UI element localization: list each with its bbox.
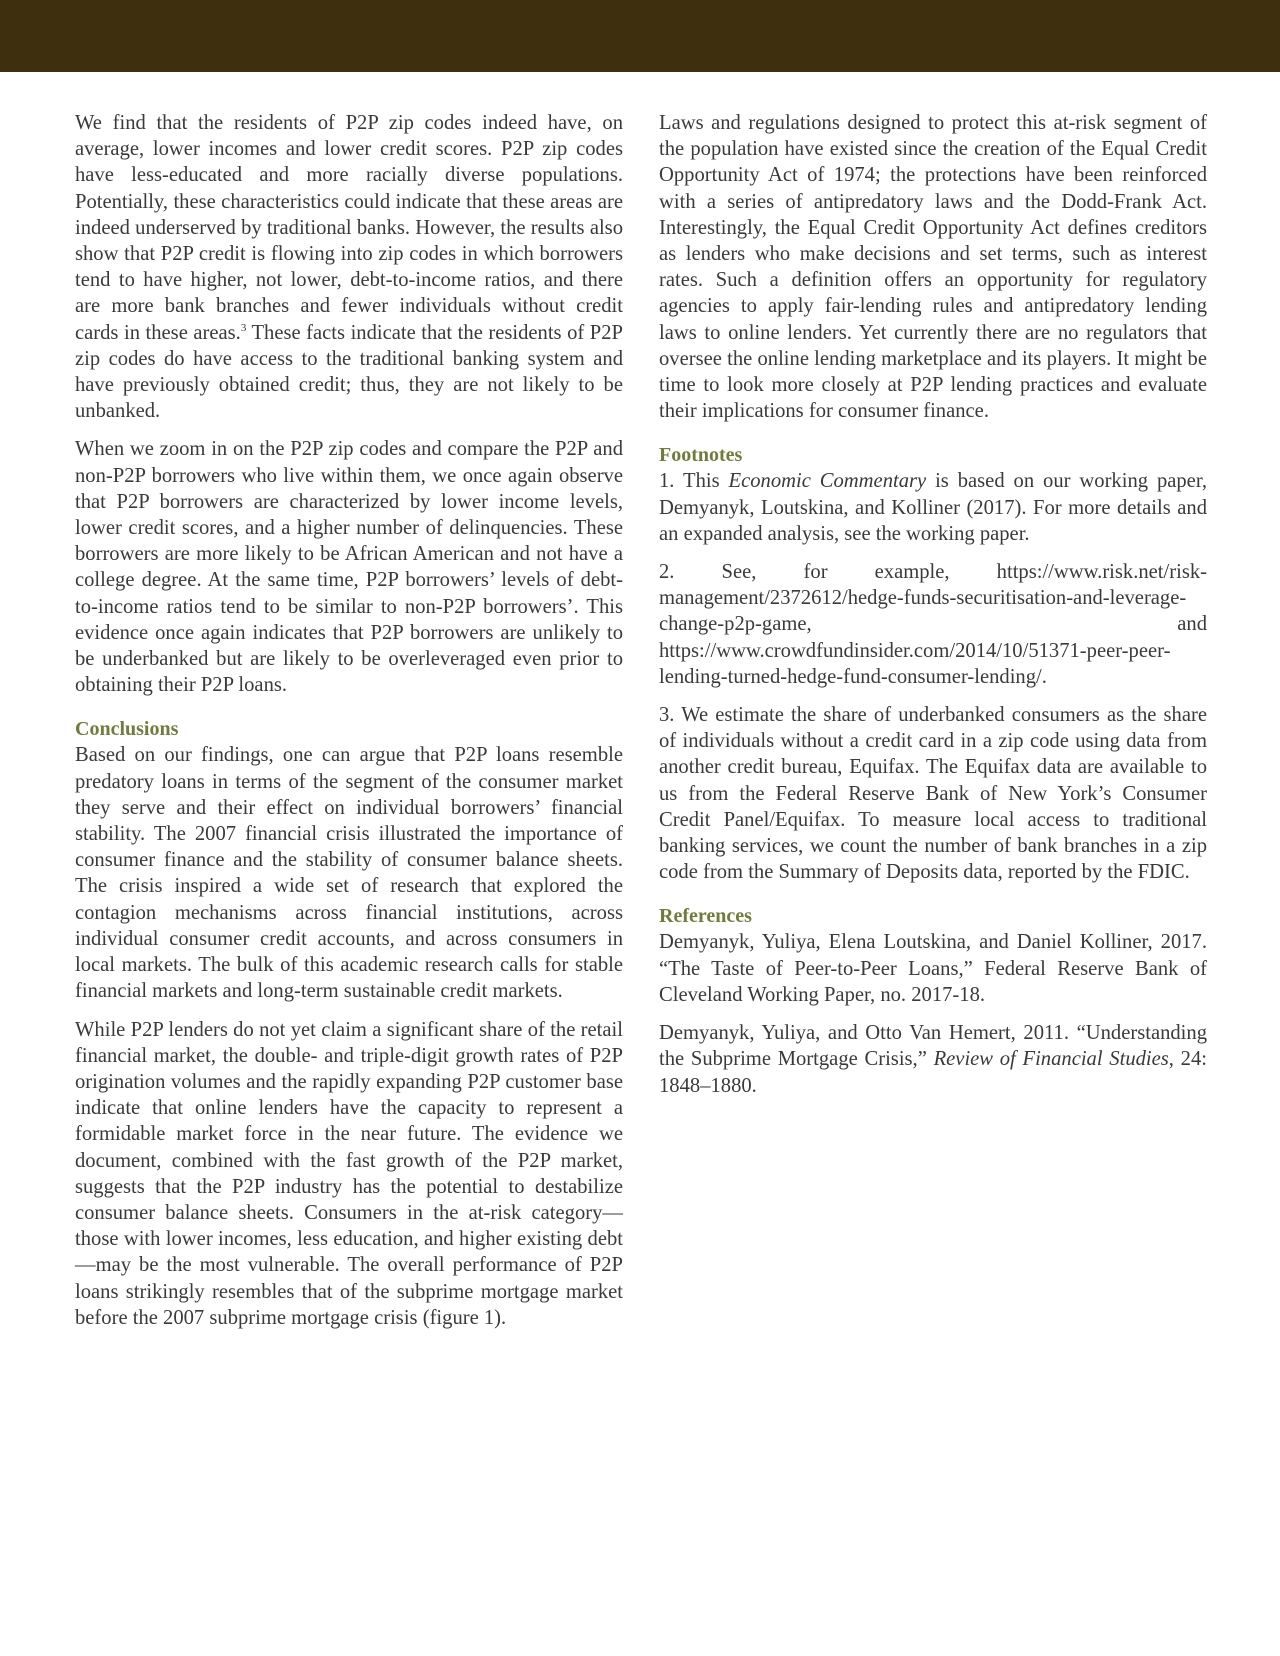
footnote-text: 1. This bbox=[659, 470, 729, 493]
right-column bbox=[659, 110, 1207, 1111]
reference-2 bbox=[659, 1020, 1207, 1099]
footnote-1 bbox=[659, 468, 1207, 547]
conclusions-heading: Conclusions bbox=[75, 718, 179, 741]
journal-title: Review of Financial Studies bbox=[933, 1048, 1169, 1071]
references-heading: References bbox=[659, 905, 752, 928]
publication-title: Economic Commentary bbox=[728, 470, 927, 493]
body-paragraph: Based on our findings, one can argue that P2P loans resemble predatory loans in terms of the segment of the consumer market they serve and their effect on individual borrowers’ financial stability. The 2007 financial crisis illustrated the importance of consumer finance and the stability of consumer balance sheets. The crisis inspired a wide set of research that explored the contagion mechanisms across financial institutions, across individual consumer credit accounts, and across consumers in local markets. The bulk of this academic research calls for stable financial markets and long-term sustainable credit markets. bbox=[75, 744, 623, 1003]
body-paragraph bbox=[75, 110, 623, 424]
body-paragraph: When we zoom in on the P2P zip codes and compare the P2P and non-P2P borrowers who live within them, we once again observe that P2P borrowers are characterized by lower income levels, lower credit scores, and a higher number of delinquencies. These borrowers are more likely to be African American and not have a college degree. At the same time, P2P borrowers’ levels of debt-to-income ratios tend to be similar to non-P2P borrowers’. This evidence once again indicates that P2P borrowers are unlikely to be underbanked but are likely to be overleveraged even prior to obtaining their P2P loans. bbox=[75, 438, 623, 697]
footnotes-heading: Footnotes bbox=[659, 444, 743, 467]
paragraph-text: We find that the residents of P2P zip codes indeed have, on average, lower incomes and lower credit scores. P2P zip codes have less-educated and more racially diverse populations. Potentially, these characteristics could indicate that these areas are indeed underserved by traditional banks. However, the results also show that P2P credit is flowing into zip codes in which borrowers tend to have higher, not lower, debt-to-income ratios, and there are more bank branches and fewer individuals without credit cards in these areas. bbox=[75, 112, 623, 344]
reference-text: Demyanyk, Yuliya, and Otto Van Hemert, 2011. “Understanding the Subprime Mortgage Crisis,” bbox=[659, 1022, 1207, 1071]
footnote-ref: 3 bbox=[240, 321, 247, 334]
left-column bbox=[75, 110, 623, 1343]
reference-1: Demyanyk, Yuliya, Elena Loutskina, and Daniel Kolliner, 2017. “The Taste of Peer-to-Peer Loans,” Federal Reserve Bank of Cleveland Working Paper, no. 2017-18. bbox=[659, 931, 1207, 1006]
paragraph-text: These facts indicate that the residents of P2P zip codes do have access to the traditional banking system and have previously obtained credit; thus, they are not likely to be unbanked. bbox=[75, 321, 623, 423]
body-paragraph: Laws and regulations designed to protect this at-risk segment of the population have existed since the creation of the Equal Credit Opportunity Act of 1974; the protections have been reinforced with a series of antipredatory laws and the Dodd-Frank Act. Interestingly, the Equal Credit Opportunity Act defines creditors as lenders who make decisions and set terms, such as interest rates. Such a definition offers an opportunity for regulatory agencies to apply fair-lending rules and antipredatory lending laws to online lenders. Yet currently there are no regulators that oversee the online lending marketplace and its players. It might be time to look more closely at P2P lending practices and evaluate their implications for consumer finance. bbox=[659, 112, 1207, 423]
header-bar bbox=[0, 0, 1280, 72]
body-paragraph: While P2P lenders do not yet claim a significant share of the retail financial market, the double- and triple-digit growth rates of P2P origination volumes and the rapidly expanding P2P customer base indicate that online lenders have the capacity to represent a formidable market force in the near future. The evidence we document, combined with the fast growth of the P2P market, suggests that the P2P industry has the potential to destabilize consumer balance sheets. Consumers in the at-risk category—those with lower incomes, less education, and higher existing debt—may be the most vulnerable. The overall performance of P2P loans strikingly resembles that of the subprime mortgage market before the 2007 subprime mortgage crisis (figure 1). bbox=[75, 1018, 623, 1329]
footnote-3: 3. We estimate the share of underbanked consumers as the share of individuals without a credit card in a zip code using data from another credit bureau, Equifax. The Equifax data are available to us from the Federal Reserve Bank of New York’s Consumer Credit Panel/Equifax. To measure local access to traditional banking services, we count the number of bank branches in a zip code from the Summary of Deposits data, reported by the FDIC. bbox=[659, 704, 1207, 884]
footnote-text: is based on our working paper, Demyanyk, Loutskina, and Kolliner (2017). For more details and an expanded analysis, see the working paper. bbox=[659, 470, 1208, 545]
footnote-2: 2. See, for example, https://www.risk.net/risk-management/2372612/hedge-funds-securitisation-and-leverage-change-p2p-game, and https://www.crowdfundinsider.com/2014/10/51371-peer-peer-lending-turned-hedge-fund-consumer-lending/. bbox=[659, 561, 1207, 688]
reference-text: , 24: 1848–1880. bbox=[659, 1048, 1207, 1097]
